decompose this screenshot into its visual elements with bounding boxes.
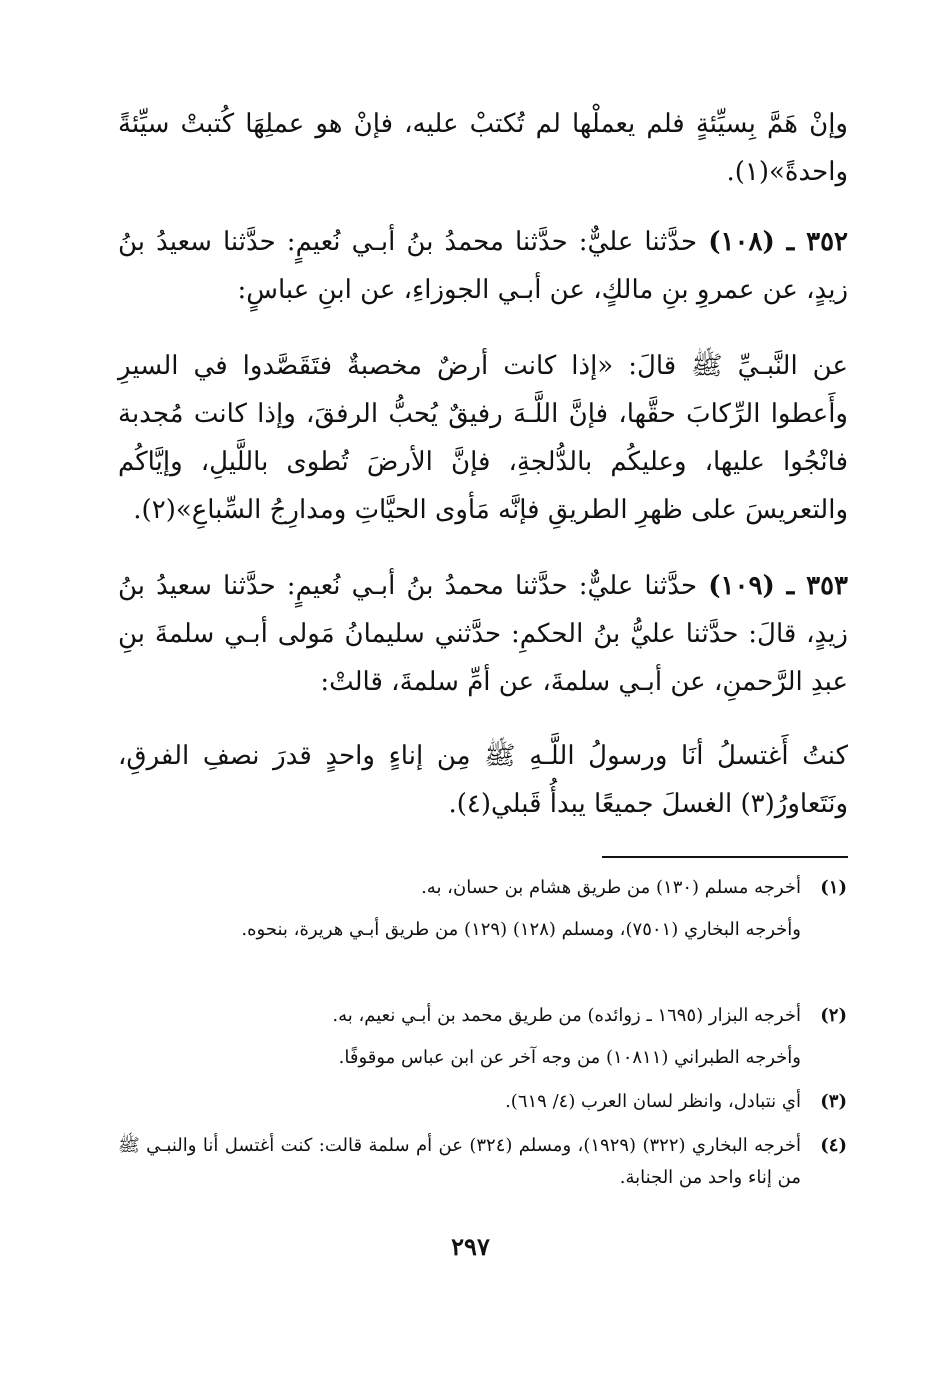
hadith-353-matn bbox=[118, 732, 848, 828]
footnote-1-line-1: أخرجه مسلم (١٣٠) من طريق هشام بن حسان، به. bbox=[421, 877, 801, 898]
footnote-2-line-2: وأخرجه الطبراني (١٠٨١١) من وجه آخر عن ابن عباس موقوفًا. bbox=[338, 1047, 801, 1068]
paragraph-continuation bbox=[118, 100, 848, 196]
footnote-3-line-1: أي نتبادل، وانظر لسان العرب (٤/ ٦١٩). bbox=[505, 1091, 801, 1112]
isnad-text: حدَّثنا عليٌّ: حدَّثنا محمدُ بنُ أبـي نُعيمٍ: حدَّثنا سعيدُ بنُ زيدٍ، قالَ: حدَّثنا عليُّ بنُ الحكمِ: حدَّثني سليمانُ مَولى أبـي سلمةَ بنِ عبدِ الرَّحمنِ، عن أبـي سلمةَ، عن أمِّ سلمةَ، قالتْ: bbox=[118, 571, 848, 697]
footnote-4-number: (٤) bbox=[820, 1135, 847, 1156]
paragraph-text: وإنْ هَمَّ بِسيِّئةٍ فلم يعملْها لم تُكتبْ عليه، فإنْ هو عملِهَا كُتبتْ سيِّئةً واحدةً»(١). bbox=[118, 109, 848, 187]
hadith-number: ٣٥٢ ـ (١٠٨) bbox=[708, 227, 849, 257]
isnad-text: حدَّثنا عليٌّ: حدَّثنا محمدُ بنُ أبـي نُعيمٍ: حدَّثنا سعيدُ بنُ زيدٍ، عن عمروِ بنِ مالكٍ، عن أبـي الجوزاءِ، عن ابنِ عباسٍ: bbox=[118, 227, 848, 305]
footnote-separator bbox=[602, 856, 848, 858]
matn-text: عن النَّبـيِّ ﷺ قالَ: «إذا كانت أرضٌ مخصبةٌ فتَقَصَّدوا في السيرِ وأَعطوا الرِّكابَ حقَّها، فإنَّ اللَّـهَ رفيقٌ يُحبُّ الرفقَ، وإذا كانت مُجدبة فانْجُوا عليها، وعليكُم بالدُّلجةِ، فإنَّ الأرضَ تُطوى باللَّيلِ، وإيَّاكُم والتعريسَ على ظهرِ الطريقِ فإنَّه مَأوى الحيَّاتِ ومدارِجُ السِّباعِ»(٢). bbox=[118, 351, 848, 525]
hadith-352-matn bbox=[118, 342, 848, 534]
page-number: ٢٩٧ bbox=[451, 1232, 490, 1261]
footnote-3-number: (٣) bbox=[820, 1091, 847, 1112]
hadith-number: ٣٥٣ ـ (١٠٩) bbox=[708, 571, 849, 601]
footnote-1-number: (١) bbox=[820, 877, 847, 898]
matn-text: كنتُ أَغتسلُ أنَا ورسولُ اللَّـهِ ﷺ مِن إناءٍ واحدٍ قدرَ نصفِ الفرقِ، ونَتَعاورُ(٣) الغسلَ جميعًا يبدأُ قَبلي(٤). bbox=[118, 741, 848, 819]
footnote-2-line-1: أخرجه البزار (١٦٩٥ ـ زوائده) من طريق محمد بن أبـي نعيم، به. bbox=[332, 1005, 801, 1026]
footnote-1-line-2: وأخرجه البخاري (٧٥٠١)، ومسلم (١٢٨) (١٢٩) من طريق أبـي هريرة، بنحوه. bbox=[241, 919, 801, 940]
footnote-4-line-1: أخرجه البخاري (٣٢٢) (١٩٢٩)، ومسلم (٣٢٤) عن أم سلمة قالت: كنت أغتسل أنا والنبـي ﷺ من إناء واحد من الجنابة. bbox=[118, 1135, 801, 1188]
hadith-352-isnad bbox=[118, 218, 848, 314]
footnote-2-number: (٢) bbox=[820, 1005, 847, 1026]
hadith-353-isnad bbox=[118, 562, 848, 706]
